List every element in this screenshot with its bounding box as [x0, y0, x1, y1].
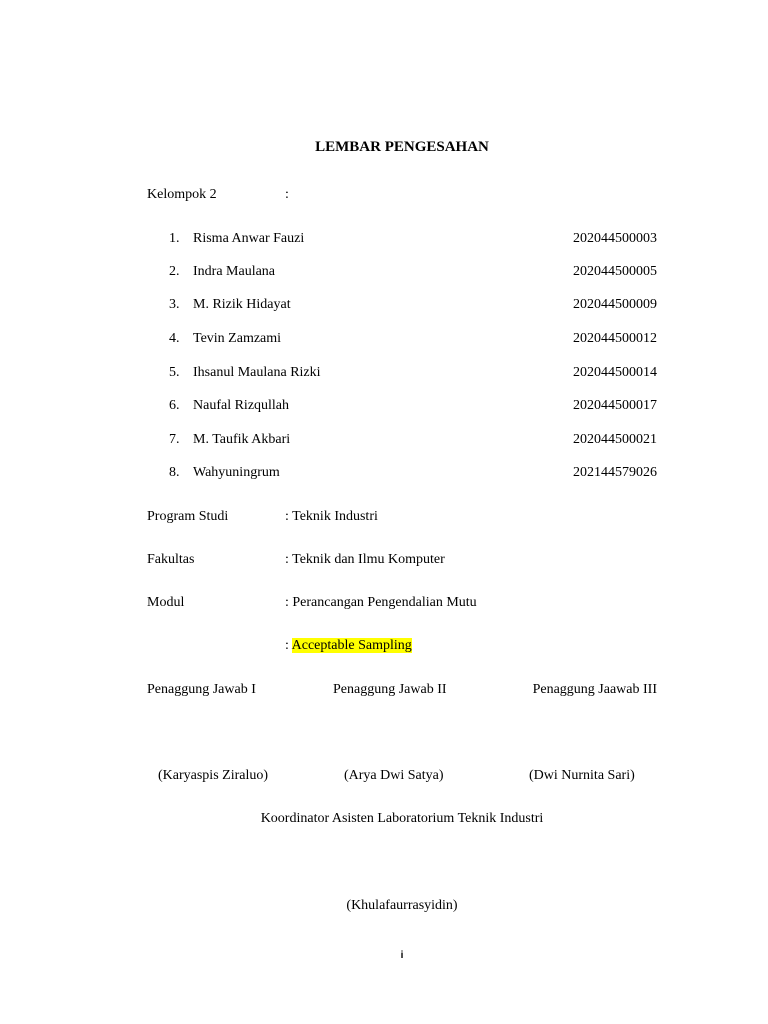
member-nim: 202044500014 [573, 365, 657, 380]
signer-role-3: Penaggung Jaawab III [532, 682, 657, 697]
member-nim: 202044500009 [573, 297, 657, 312]
member-number: 1. [169, 231, 180, 246]
module-subtopic-colon: : [285, 638, 289, 653]
member-nim: 202144579026 [573, 465, 657, 480]
member-name: Naufal Rizqullah [193, 398, 290, 413]
member-nim: 202044500017 [573, 398, 657, 413]
group-colon: : [285, 187, 289, 202]
member-name: Indra Maulana [193, 264, 276, 279]
faculty-label: Fakultas [147, 552, 195, 567]
module-label: Modul [147, 595, 185, 610]
member-number: 2. [169, 264, 180, 279]
member-name: Risma Anwar Fauzi [193, 231, 305, 246]
member-number: 4. [169, 331, 180, 346]
program-value: : Teknik Industri [285, 509, 378, 524]
page-number: i [400, 950, 404, 961]
member-nim: 202044500005 [573, 264, 657, 279]
member-name: Wahyuningrum [193, 465, 280, 480]
signer-role-1: Penaggung Jawab I [147, 682, 256, 697]
member-number: 5. [169, 365, 180, 380]
member-nim: 202044500003 [573, 231, 657, 246]
coordinator-name: (Khulafaurrasyidin) [346, 898, 458, 913]
signer-name-3: (Dwi Nurnita Sari) [529, 768, 635, 783]
page-title: LEMBAR PENGESAHAN [315, 139, 489, 155]
member-number: 7. [169, 432, 180, 447]
member-number: 6. [169, 398, 180, 413]
signer-name-2: (Arya Dwi Satya) [344, 768, 444, 783]
faculty-value: : Teknik dan Ilmu Komputer [285, 552, 445, 567]
group-label: Kelompok 2 [147, 187, 217, 202]
member-name: M. Taufik Akbari [193, 432, 291, 447]
signer-role-2: Penaggung Jawab II [333, 682, 447, 697]
member-nim: 202044500012 [573, 331, 657, 346]
member-name: Ihsanul Maulana Rizki [193, 365, 321, 380]
member-name: M. Rizik Hidayat [193, 297, 291, 312]
module-subtopic-highlight: Acceptable Sampling [291, 638, 412, 653]
member-number: 3. [169, 297, 180, 312]
member-nim: 202044500021 [573, 432, 657, 447]
signer-name-1: (Karyaspis Ziraluo) [158, 768, 269, 783]
coordinator-role: Koordinator Asisten Laboratorium Teknik Industri [260, 811, 544, 826]
program-label: Program Studi [147, 509, 229, 524]
member-name: Tevin Zamzami [193, 331, 282, 346]
module-value: : Perancangan Pengendalian Mutu [285, 595, 477, 610]
module-subtopic [285, 638, 412, 654]
member-number: 8. [169, 465, 180, 480]
